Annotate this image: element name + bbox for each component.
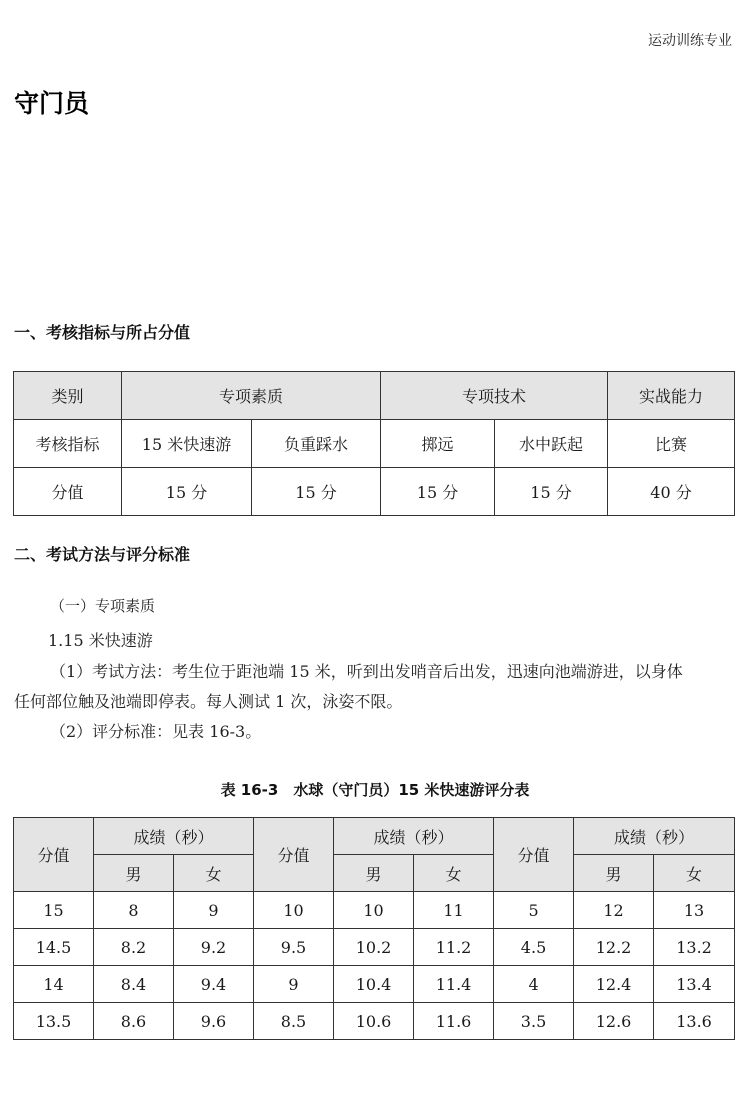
score-col-header: 分值 [494,818,574,892]
score-label: 分值 [14,468,122,516]
table-cell: 13.5 [14,1003,94,1040]
weights-items-row [14,420,735,468]
score-value: 15 分 [122,468,252,516]
table-row [14,892,735,929]
indicator-label: 考核指标 [14,420,122,468]
page-title: 守门员 [14,89,90,118]
table-cell: 12 [574,892,654,929]
table-cell: 11 [414,892,494,929]
female-header: 女 [414,855,494,892]
score-value: 15 分 [252,468,381,516]
section-heading-weights: 一、考核指标与所占分值 [14,323,191,342]
section-heading-methods: 二、考试方法与评分标准 [14,545,191,564]
method-line-1: （1）考试方法：考生位于距池端 15 米，听到出发哨音后出发，迅速向池端游进，以身体 [50,662,683,681]
table-cell: 12.4 [574,966,654,1003]
table-cell: 11.4 [414,966,494,1003]
score-value: 15 分 [381,468,495,516]
table-cell: 11.2 [414,929,494,966]
indicator-item: 15 米快速游 [122,420,252,468]
weights-table [13,371,735,516]
male-header: 男 [94,855,174,892]
method-line-2: 任何部位触及池端即停表。每人测试 1 次，泳姿不限。 [14,692,403,711]
item-title: 1.15 米快速游 [48,631,153,650]
group-combat: 实战能力 [608,372,735,420]
table-cell: 10 [254,892,334,929]
table-cell: 9.6 [174,1003,254,1040]
table-cell: 15 [14,892,94,929]
table-cell: 9.4 [174,966,254,1003]
category-label: 类别 [14,372,122,420]
table-cell: 14.5 [14,929,94,966]
table-cell: 8.4 [94,966,174,1003]
table-cell: 8.2 [94,929,174,966]
table-cell: 13.6 [654,1003,735,1040]
result-col-header: 成绩（秒） [574,818,735,855]
male-header: 男 [334,855,414,892]
table-cell: 12.6 [574,1003,654,1040]
table-cell: 14 [14,966,94,1003]
group-quality: 专项素质 [122,372,381,420]
table-caption: 表 16-3 水球（守门员）15 米快速游评分表 [220,781,530,799]
table-row [14,1003,735,1040]
standard-line: （2）评分标准：见表 16-3。 [50,722,262,741]
table-cell: 10.6 [334,1003,414,1040]
table-cell: 8.6 [94,1003,174,1040]
score-value: 40 分 [608,468,735,516]
table-cell: 9 [254,966,334,1003]
table-cell: 13 [654,892,735,929]
table-cell: 10 [334,892,414,929]
table-cell: 4.5 [494,929,574,966]
score-header-row [14,818,735,855]
score-value: 15 分 [495,468,608,516]
table-cell: 3.5 [494,1003,574,1040]
indicator-item: 水中跃起 [495,420,608,468]
table-cell: 9.2 [174,929,254,966]
table-cell: 9.5 [254,929,334,966]
result-col-header: 成绩（秒） [94,818,254,855]
female-header: 女 [654,855,735,892]
table-cell: 11.6 [414,1003,494,1040]
score-table [13,817,735,1040]
table-cell: 10.4 [334,966,414,1003]
table-cell: 13.4 [654,966,735,1003]
table-cell: 8 [94,892,174,929]
running-header: 运动训练专业 [648,33,732,49]
table-cell: 8.5 [254,1003,334,1040]
weights-scores-row [14,468,735,516]
subsection-title: （一）专项素质 [50,597,156,615]
gender-header-row [14,855,735,892]
indicator-item: 掷远 [381,420,495,468]
table-cell: 13.2 [654,929,735,966]
result-col-header: 成绩（秒） [334,818,494,855]
table-row [14,966,735,1003]
table-cell: 4 [494,966,574,1003]
score-col-header: 分值 [254,818,334,892]
table-cell: 5 [494,892,574,929]
group-skill: 专项技术 [381,372,608,420]
indicator-item: 比赛 [608,420,735,468]
female-header: 女 [174,855,254,892]
score-col-header: 分值 [14,818,94,892]
table-cell: 12.2 [574,929,654,966]
table-cell: 10.2 [334,929,414,966]
weights-header-row [14,372,735,420]
table-cell: 9 [174,892,254,929]
table-row [14,929,735,966]
indicator-item: 负重踩水 [252,420,381,468]
male-header: 男 [574,855,654,892]
